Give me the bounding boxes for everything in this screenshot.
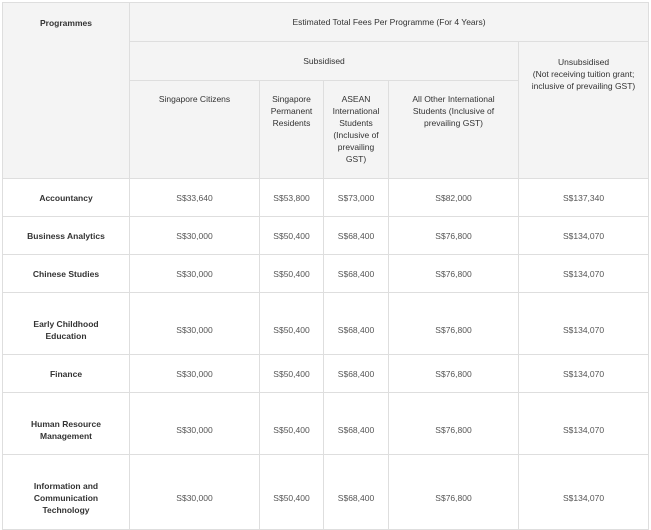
programme-name: Early Childhood Education <box>3 293 130 355</box>
table-row <box>3 217 649 255</box>
programme-name: Information and Communication Technology <box>3 455 130 530</box>
header-unsubsidised-line: Unsubsidised <box>558 57 610 67</box>
fee-citizens: S$30,000 <box>130 393 260 455</box>
table-row <box>3 179 649 217</box>
header-pr-line: Residents <box>272 118 311 128</box>
programme-name: Accountancy <box>3 179 130 217</box>
header-programmes: Programmes <box>3 3 130 179</box>
programme-name: Finance <box>3 355 130 393</box>
fee-other: S$82,000 <box>389 179 519 217</box>
fee-unsubsidised: S$134,070 <box>519 217 649 255</box>
table-row <box>3 293 649 355</box>
fee-asean: S$68,400 <box>324 293 389 355</box>
fee-other: S$76,800 <box>389 455 519 530</box>
header-permanent-residents <box>260 81 324 179</box>
header-unsubsidised <box>519 42 649 179</box>
fee-citizens: S$30,000 <box>130 217 260 255</box>
header-asean-line: prevailing GST) <box>337 142 375 164</box>
header-asean-students <box>324 81 389 179</box>
fee-citizens: S$30,000 <box>130 355 260 393</box>
header-subsidised: Subsidised <box>130 42 519 81</box>
table-row <box>3 393 649 455</box>
fee-citizens: S$33,640 <box>130 179 260 217</box>
fee-unsubsidised: S$134,070 <box>519 293 649 355</box>
table-row <box>3 455 649 530</box>
header-other-line: Students (Inclusive of <box>412 106 495 116</box>
header-other-international <box>389 81 519 179</box>
fee-other: S$76,800 <box>389 217 519 255</box>
fee-pr: S$50,400 <box>260 355 324 393</box>
header-asean-line: ASEAN <box>341 94 371 104</box>
fee-pr: S$50,400 <box>260 393 324 455</box>
table-row <box>3 355 649 393</box>
fee-asean: S$68,400 <box>324 217 389 255</box>
header-asean-line: (Inclusive of <box>333 130 379 140</box>
fee-pr: S$50,400 <box>260 255 324 293</box>
fee-unsubsidised: S$137,340 <box>519 179 649 217</box>
programme-name: Chinese Studies <box>3 255 130 293</box>
table-row <box>3 255 649 293</box>
header-unsubsidised-line: (Not receiving tuition grant; <box>532 69 635 79</box>
header-singapore-citizens: Singapore Citizens <box>130 81 260 179</box>
fee-asean: S$68,400 <box>324 255 389 293</box>
fee-pr: S$50,400 <box>260 217 324 255</box>
fee-citizens: S$30,000 <box>130 255 260 293</box>
header-unsubsidised-line: inclusive of prevailing GST) <box>531 81 636 91</box>
fee-asean: S$73,000 <box>324 179 389 217</box>
fee-asean: S$68,400 <box>324 355 389 393</box>
programme-name: Business Analytics <box>3 217 130 255</box>
header-other-line: All Other International <box>412 94 495 104</box>
fee-pr: S$50,400 <box>260 455 324 530</box>
header-asean-line: Students <box>339 118 373 128</box>
programme-name: Human Resource Management <box>3 393 130 455</box>
header-pr-line: Singapore <box>272 94 311 104</box>
header-row-1 <box>3 3 649 42</box>
fee-other: S$76,800 <box>389 355 519 393</box>
fee-citizens: S$30,000 <box>130 455 260 530</box>
fees-table <box>2 2 649 530</box>
header-pr-line: Permanent <box>270 106 313 116</box>
fee-other: S$76,800 <box>389 255 519 293</box>
fee-other: S$76,800 <box>389 293 519 355</box>
fee-unsubsidised: S$134,070 <box>519 355 649 393</box>
fee-pr: S$53,800 <box>260 179 324 217</box>
fee-asean: S$68,400 <box>324 455 389 530</box>
fee-pr: S$50,400 <box>260 293 324 355</box>
fee-unsubsidised: S$134,070 <box>519 255 649 293</box>
header-other-line: prevailing GST) <box>423 118 484 128</box>
fee-unsubsidised: S$134,070 <box>519 455 649 530</box>
header-asean-line: International <box>332 106 380 116</box>
fee-asean: S$68,400 <box>324 393 389 455</box>
fee-unsubsidised: S$134,070 <box>519 393 649 455</box>
fee-other: S$76,800 <box>389 393 519 455</box>
header-estimated-fees: Estimated Total Fees Per Programme (For 4 Years) <box>130 3 649 42</box>
fee-citizens: S$30,000 <box>130 293 260 355</box>
